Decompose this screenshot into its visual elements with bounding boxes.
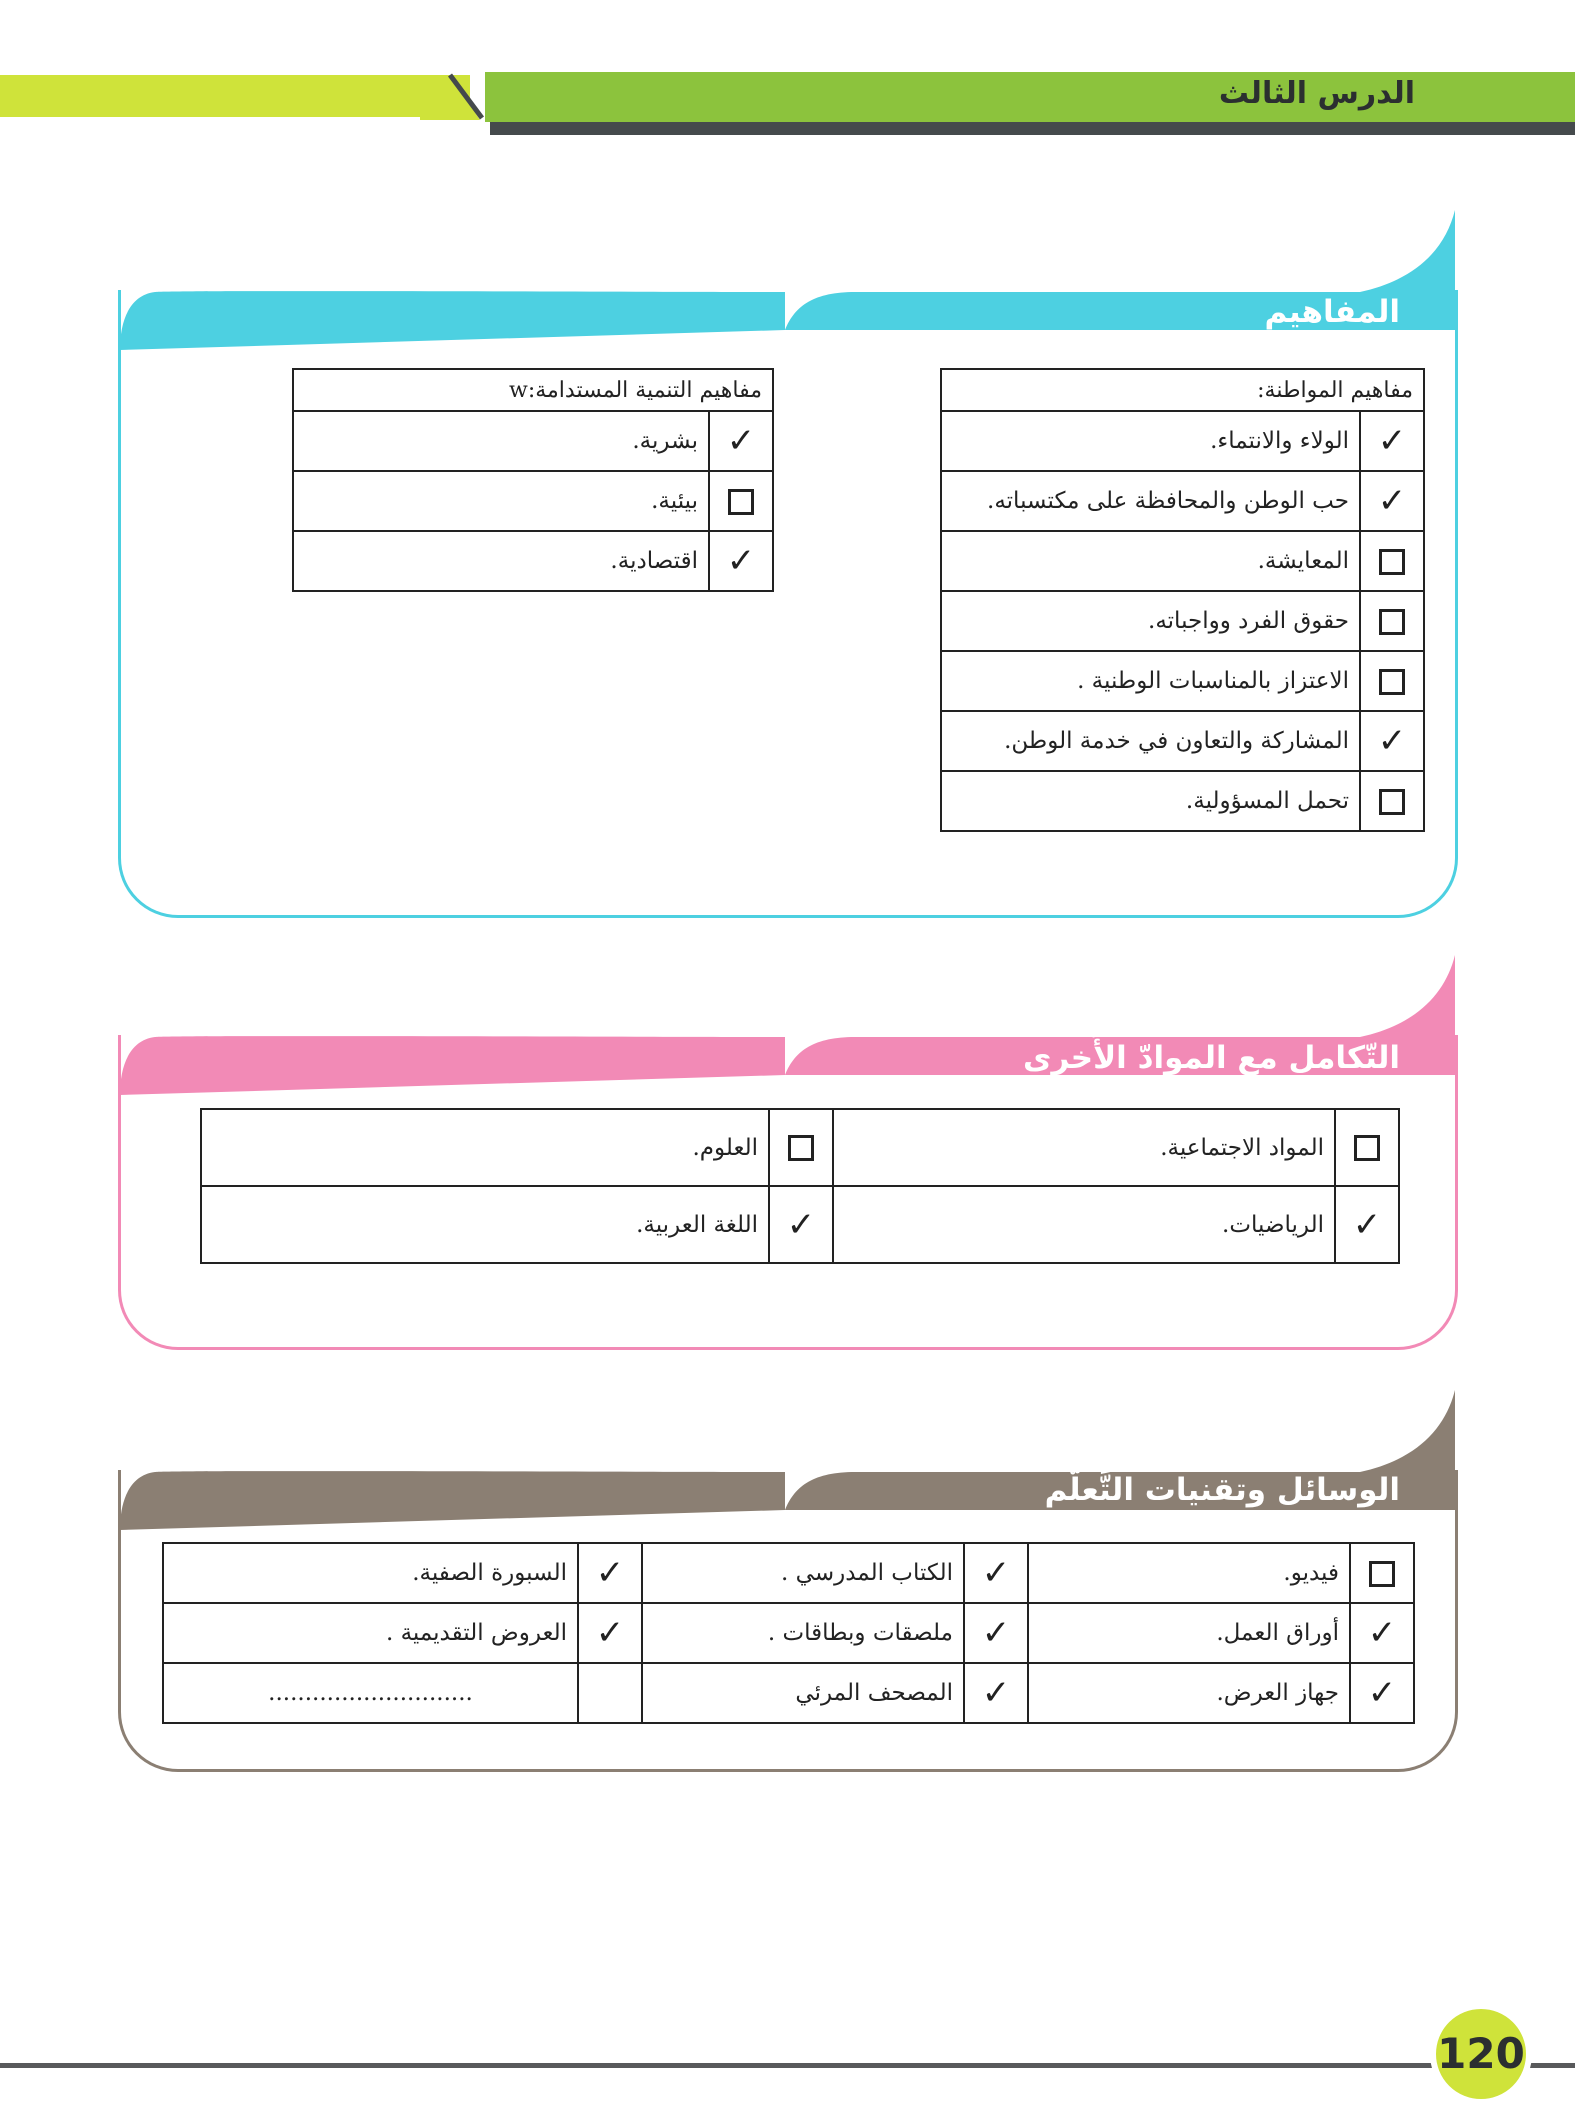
list-item: حب الوطن والمحافظة على مكتسباته.: [941, 471, 1360, 531]
table-row: [293, 411, 773, 471]
checkbox-empty[interactable]: [1360, 771, 1424, 831]
checkbox-checked[interactable]: [1350, 1663, 1414, 1723]
check-icon: ✓: [595, 1613, 625, 1653]
list-item: العروض التقديمية .: [163, 1603, 578, 1663]
list-item: الاعتزاز بالمناسبات الوطنية .: [941, 651, 1360, 711]
check-icon: ✓: [726, 421, 756, 461]
blank-fill-line[interactable]: ............................: [163, 1663, 578, 1723]
table-row: [201, 1109, 1399, 1186]
checkbox-checked[interactable]: [1360, 711, 1424, 771]
check-icon: ✓: [1377, 721, 1407, 761]
empty-box-icon: [1379, 669, 1405, 695]
checkbox-checked[interactable]: [578, 1543, 642, 1603]
table-row: [941, 411, 1424, 471]
checkbox-checked[interactable]: [769, 1186, 833, 1263]
citizenship-header: مفاهيم المواطنة:: [941, 369, 1424, 411]
check-icon: ✓: [595, 1553, 625, 1593]
list-item: فيديو.: [1028, 1543, 1350, 1603]
list-item: اقتصادية.: [293, 531, 709, 591]
checkbox-checked[interactable]: [1360, 411, 1424, 471]
table-row: [941, 531, 1424, 591]
checkbox-empty[interactable]: [1360, 651, 1424, 711]
list-item: بشرية.: [293, 411, 709, 471]
tools-table: [162, 1542, 1415, 1724]
list-item: الرياضيات.: [833, 1186, 1335, 1263]
empty-box-icon: [728, 489, 754, 515]
checkbox-empty[interactable]: [1350, 1543, 1414, 1603]
list-item: اللغة العربية.: [201, 1186, 769, 1263]
check-icon: ✓: [726, 541, 756, 581]
checkbox-empty[interactable]: [769, 1109, 833, 1186]
empty-box-icon: [1369, 1561, 1395, 1587]
list-item: العلوم.: [201, 1109, 769, 1186]
table-row: [163, 1603, 1414, 1663]
integration-title: التّكامل مع الموادّ الأُخرى: [1023, 1040, 1400, 1076]
empty-box-icon: [1379, 789, 1405, 815]
list-item: المشاركة والتعاون في خدمة الوطن.: [941, 711, 1360, 771]
table-row: [163, 1543, 1414, 1603]
check-icon: ✓: [786, 1204, 816, 1245]
checkbox-checked[interactable]: [1350, 1603, 1414, 1663]
checkbox-blank-cell[interactable]: [578, 1663, 642, 1723]
list-item: المعايشة.: [941, 531, 1360, 591]
table-row: [201, 1186, 1399, 1263]
empty-box-icon: [1354, 1135, 1380, 1161]
list-item: الكتاب المدرسي .: [642, 1543, 964, 1603]
sustainable-table: [292, 368, 774, 592]
list-item: المواد الاجتماعية.: [833, 1109, 1335, 1186]
table-row: [941, 771, 1424, 831]
footer-line: [0, 2063, 1575, 2068]
checkbox-empty[interactable]: [1335, 1109, 1399, 1186]
empty-box-icon: [788, 1135, 814, 1161]
table-row: [941, 651, 1424, 711]
check-icon: ✓: [1367, 1613, 1397, 1653]
empty-box-icon: [1379, 549, 1405, 575]
checkbox-checked[interactable]: [1335, 1186, 1399, 1263]
header-yellow-bar: [0, 75, 470, 117]
check-icon: ✓: [1367, 1673, 1397, 1713]
concepts-title: المفاهيم: [1264, 294, 1400, 330]
table-row: [293, 531, 773, 591]
check-icon: ✓: [981, 1613, 1011, 1653]
tools-title: الوسائل وتقنيات التَّعلُّم: [1044, 1472, 1400, 1508]
list-item: تحمل المسؤولية.: [941, 771, 1360, 831]
checkbox-checked[interactable]: [578, 1603, 642, 1663]
list-item: ملصقات وبطاقات .: [642, 1603, 964, 1663]
check-icon: ✓: [981, 1673, 1011, 1713]
table-row: [941, 471, 1424, 531]
list-item: جهاز العرض.: [1028, 1663, 1350, 1723]
integration-table: [200, 1108, 1400, 1264]
list-item: أوراق العمل.: [1028, 1603, 1350, 1663]
checkbox-checked[interactable]: [964, 1603, 1028, 1663]
list-item: الولاء والانتماء.: [941, 411, 1360, 471]
check-icon: ✓: [981, 1553, 1011, 1593]
list-item: بيئية.: [293, 471, 709, 531]
page-number: 120: [1430, 2003, 1532, 2105]
check-icon: ✓: [1352, 1204, 1382, 1245]
checkbox-checked[interactable]: [709, 411, 773, 471]
checkbox-empty[interactable]: [1360, 591, 1424, 651]
table-row: [293, 471, 773, 531]
table-row: [941, 591, 1424, 651]
checkbox-checked[interactable]: [709, 531, 773, 591]
sustainable-header: مفاهيم التنمية المستدامة:w: [293, 369, 773, 411]
table-row: [941, 711, 1424, 771]
list-item: حقوق الفرد وواجباته.: [941, 591, 1360, 651]
check-icon: ✓: [1377, 421, 1407, 461]
list-item: السبورة الصفية.: [163, 1543, 578, 1603]
list-item: المصحف المرئي: [642, 1663, 964, 1723]
check-icon: ✓: [1377, 481, 1407, 521]
checkbox-checked[interactable]: [964, 1543, 1028, 1603]
table-row: [163, 1663, 1414, 1723]
checkbox-empty[interactable]: [1360, 531, 1424, 591]
lesson-title: الدرس الثالث: [1218, 76, 1415, 111]
checkbox-empty[interactable]: [709, 471, 773, 531]
citizenship-table: [940, 368, 1425, 832]
empty-box-icon: [1379, 609, 1405, 635]
checkbox-checked[interactable]: [1360, 471, 1424, 531]
checkbox-checked[interactable]: [964, 1663, 1028, 1723]
